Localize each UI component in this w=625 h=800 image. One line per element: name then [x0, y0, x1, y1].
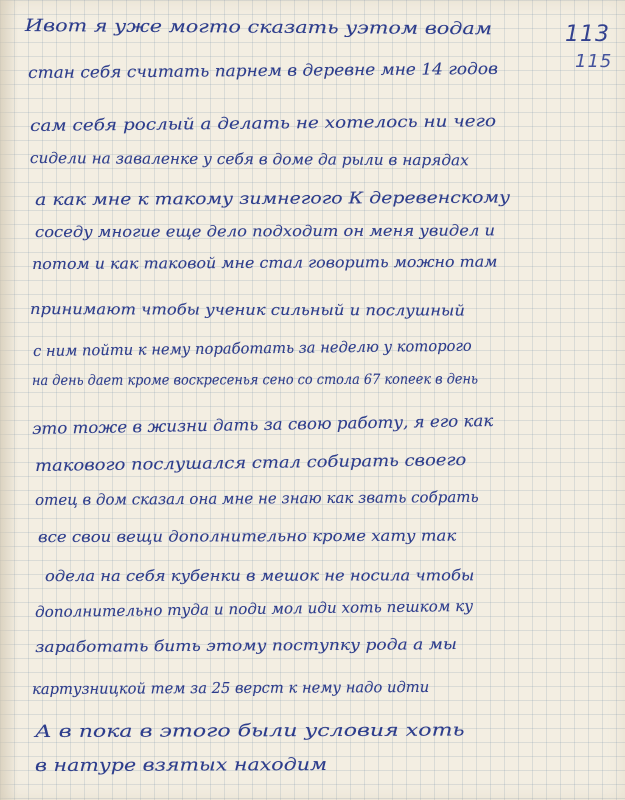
- handwritten-line-6: соседу многие еще дело подходит он меня увидел и: [34, 221, 496, 241]
- handwritten-line-14: все свои вещи дополнительно кроме хату так: [37, 526, 457, 546]
- handwritten-line-8: принимают чтобы ученик сильный и послушный: [29, 300, 465, 320]
- handwritten-line-18: картузницкой тем за 25 верст к нему надо идти: [31, 677, 430, 698]
- handwritten-line-9: с ним пойти к нему поработать за неделю у которого: [32, 336, 472, 360]
- handwritten-line-1: Ивот я уже могто сказать уэтом водам: [24, 16, 493, 40]
- handwritten-line-15: одела на себя кубенки в мешок не носила чтобы: [44, 566, 475, 585]
- handwritten-line-2: стан себя считать парнем в деревне мне 14 годов: [27, 58, 498, 82]
- handwritten-line-12: такового послушался стал собирать своего: [34, 449, 467, 475]
- handwritten-line-5: а как мне к такому зимнегого К деревенскому: [34, 187, 511, 209]
- handwritten-line-10: на день дает кроме воскресенья сено со стола 67 копеек в день: [31, 371, 479, 389]
- handwritten-line-7: потом и как таковой мне стал говорить можно там: [31, 252, 498, 273]
- handwritten-line-19: А в пока в этого были условия хоть: [34, 720, 465, 742]
- handwritten-line-16: дополнительно туда и поди мол иди хоть пешком ку: [34, 596, 474, 621]
- page-edge-shadow: [0, 0, 18, 800]
- handwritten-line-3: сам себя рослый а делать не хотелось ни чего: [29, 111, 497, 135]
- handwritten-line-13: отец в дом сказал она мне не знаю как звать собрать: [34, 487, 479, 509]
- handwritten-line-17: заработать бить этому поступку рода а мы: [34, 635, 457, 656]
- handwritten-line-4: сидели на заваленке у себя в доме да рыли в нарядах: [29, 149, 469, 170]
- page-number-secondary: 115: [575, 51, 613, 72]
- handwritten-line-20: в натуре взятых находим: [34, 754, 328, 776]
- handwritten-line-11: это тоже в жизни дать за свою работу, я его как: [31, 410, 494, 438]
- page-number-main: 113: [565, 22, 610, 47]
